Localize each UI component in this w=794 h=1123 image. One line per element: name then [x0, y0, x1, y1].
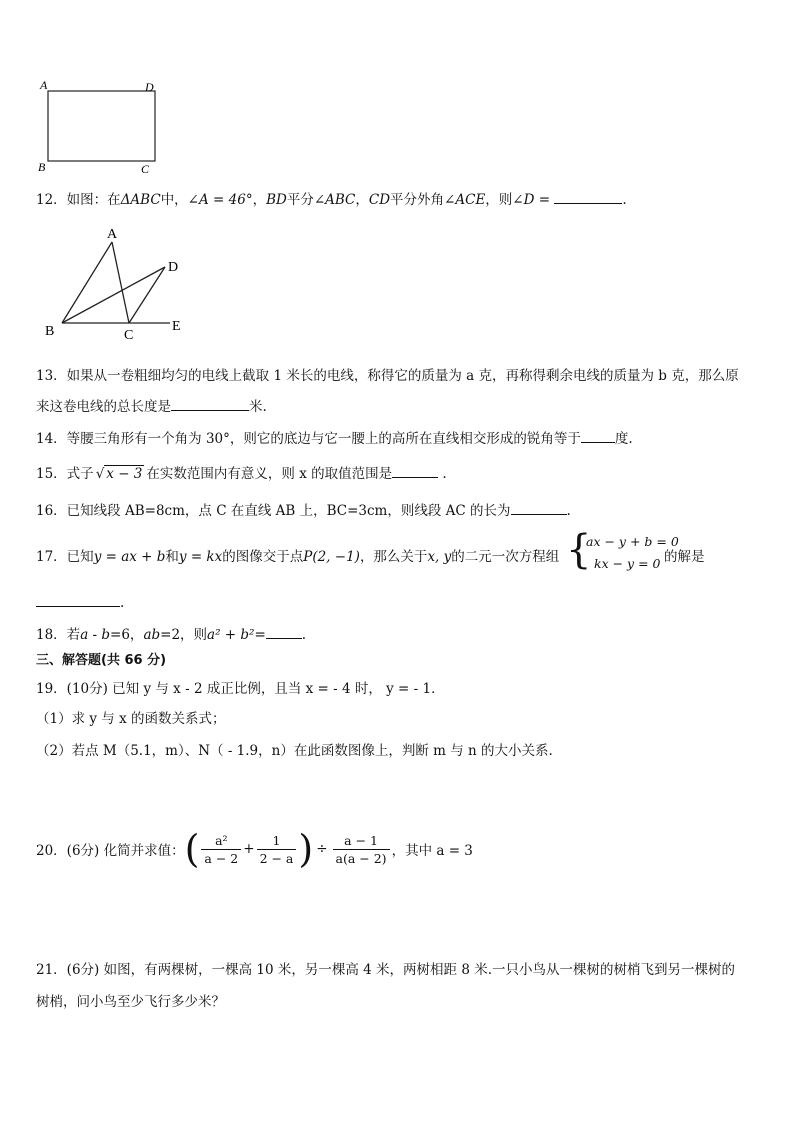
q12-end: .: [622, 192, 627, 208]
frac3-denominator: a(a − 2): [333, 849, 390, 866]
sqrt-expression: [96, 466, 145, 482]
plus-sign: +: [243, 841, 255, 857]
q17-and: 和: [165, 549, 179, 565]
q17-point: P(2, −1): [303, 549, 360, 565]
q12-mid2: 平分∠: [286, 192, 326, 208]
question-13-line1: 13．如果从一卷粗细均匀的电线上截取 1 米长的电线，称得它的质量为 a 克，再称得剩余电线的质量为 b 克，那么原: [36, 368, 739, 384]
segment-cd: [129, 267, 165, 323]
right-paren-icon: ): [298, 827, 314, 871]
triangle-figure: [40, 222, 190, 340]
q12-mid1: 中，∠: [160, 192, 199, 208]
frac2-denominator: 2 − a: [257, 849, 297, 866]
q13-line2-pre: 来这卷电线的总长度是: [36, 399, 171, 415]
q13-line2-post: 米.: [249, 399, 267, 415]
frac3-numerator: a − 1: [344, 832, 378, 848]
q12-mid4: ，则∠: [485, 192, 524, 208]
q18-c1: a - b: [80, 627, 111, 643]
frac1-numerator: a²: [215, 832, 228, 848]
q18-post: .: [301, 627, 307, 643]
left-brace-icon: {: [566, 527, 592, 573]
q18-pre: 18．若: [36, 627, 81, 643]
q12-mid3: 平分外角∠: [390, 192, 456, 208]
rectangle-figure: [36, 78, 160, 176]
q12-pre: 12．如图：在: [36, 192, 121, 208]
q17-mid: 的图像交于点: [222, 549, 304, 565]
label-d: D: [168, 260, 179, 275]
q12-sep2: ，: [355, 192, 369, 208]
q15-radicand: x − 3: [106, 466, 143, 482]
question-16: [36, 499, 571, 519]
q12-triangle: ΔABC: [120, 192, 161, 208]
q14-pre: 14．等腰三角形有一个角为 30°，则它的底边与它一腰上的高所在直线相交形成的锐角等于: [36, 431, 581, 447]
label-c: C: [141, 162, 150, 176]
question-21-line1: 21．(6分) 如图，有两棵树，一棵高 10 米，另一棵高 4 米，两树相距 8 米.一只小鸟从一棵树的树梢飞到另一棵树的: [36, 962, 735, 978]
q17-pre: 17．已知: [36, 549, 94, 565]
answer-blank[interactable]: [554, 191, 622, 204]
q17-eq2: y = kx: [178, 549, 223, 565]
section-heading: 三、解答题(共 66 分): [36, 653, 167, 668]
q14-post: 度.: [614, 431, 633, 447]
question-15: [36, 462, 447, 482]
radical-sign-icon: √: [95, 466, 105, 482]
q12-abc: ABC: [325, 192, 356, 208]
q15-pre: 15．式子: [36, 466, 94, 482]
q12-bd: BD: [266, 192, 287, 208]
label-e: E: [172, 319, 181, 334]
segment-bd: [62, 267, 165, 323]
question-20: [36, 827, 473, 871]
q16-post: .: [566, 503, 571, 519]
segment-ac: [112, 242, 129, 323]
label-b: B: [45, 324, 55, 339]
label-d: D: [145, 80, 154, 94]
question-18: [36, 623, 306, 643]
q12-cd: CD: [368, 192, 391, 208]
question-13-line2: [36, 395, 267, 415]
q17-eq1: y = ax + b: [93, 549, 166, 565]
q15-mid: 在实数范围内有意义，则 x 的取值范围是: [146, 466, 393, 482]
q15-post: .: [442, 466, 447, 482]
label-a: A: [40, 78, 48, 92]
q17-mid3: 的二元一次方程组: [451, 549, 560, 565]
left-paren-icon: (: [184, 827, 200, 871]
question-19-line1: 19．(10分) 已知 y 与 x - 2 成正比例，且当 x = - 4 时， y = - 1．: [36, 681, 445, 697]
divide-sign: ÷: [316, 841, 328, 857]
answer-blank[interactable]: [36, 594, 120, 607]
fraction-a-1-over-a-a-2: [333, 833, 390, 866]
system-eq1: ax − y + b = 0: [586, 534, 679, 549]
answer-blank[interactable]: [392, 465, 438, 478]
q18-c2: ab: [143, 627, 161, 643]
question-17-answer: [36, 594, 124, 611]
q17-post: 的解是: [664, 549, 705, 565]
answer-blank[interactable]: [581, 430, 615, 443]
q20-pre: 20．(6分) 化简并求值：: [36, 843, 185, 859]
q12-ace: ACE: [455, 192, 486, 208]
segment-ba: [62, 242, 112, 323]
q12-d: D =: [523, 192, 551, 208]
label-b: B: [38, 160, 46, 174]
q18-m2: =2，则: [160, 627, 208, 643]
question-14: [36, 427, 633, 447]
label-a: A: [107, 227, 118, 242]
fraction-1-over-2-a: [257, 833, 297, 866]
answer-blank[interactable]: [171, 398, 249, 411]
q17-mid2: ，那么关于: [359, 549, 428, 565]
q20-post: ，其中 a = 3: [391, 843, 473, 859]
label-c: C: [124, 328, 134, 340]
frac2-numerator: 1: [272, 832, 281, 848]
q18-c3: a² + b²: [207, 627, 255, 643]
q12-angle-a: A = 46°: [199, 192, 253, 208]
system-eq2: kx − y = 0: [594, 556, 661, 571]
answer-blank[interactable]: [511, 502, 567, 515]
answer-blank[interactable]: [266, 626, 302, 639]
question-19-line3: （2）若点 M（5.1，m）、N（ - 1.9，n）在此函数图像上，判断 m 与 n 的大小关系.: [36, 743, 553, 759]
q16-pre: 16．已知线段 AB=8cm，点 C 在直线 AB 上，BC=3cm，则线段 AC 的长为: [36, 503, 511, 519]
fraction-a2-over-a-2: [201, 833, 241, 866]
q18-m1: =6，: [110, 627, 144, 643]
q17-end: .: [120, 595, 125, 611]
question-17: [36, 545, 559, 565]
q12-sep1: ，: [252, 192, 267, 208]
frac1-denominator: a − 2: [201, 849, 241, 866]
question-12: [36, 188, 627, 208]
q18-m3: =: [254, 627, 266, 643]
rectangle-abcd: [48, 91, 155, 161]
q17-vars: x, y: [427, 549, 452, 565]
question-21-line2: 树梢，问小鸟至少飞行多少米？: [36, 994, 225, 1010]
question-19-line2: （1）求 y 与 x 的函数关系式；: [36, 711, 226, 727]
